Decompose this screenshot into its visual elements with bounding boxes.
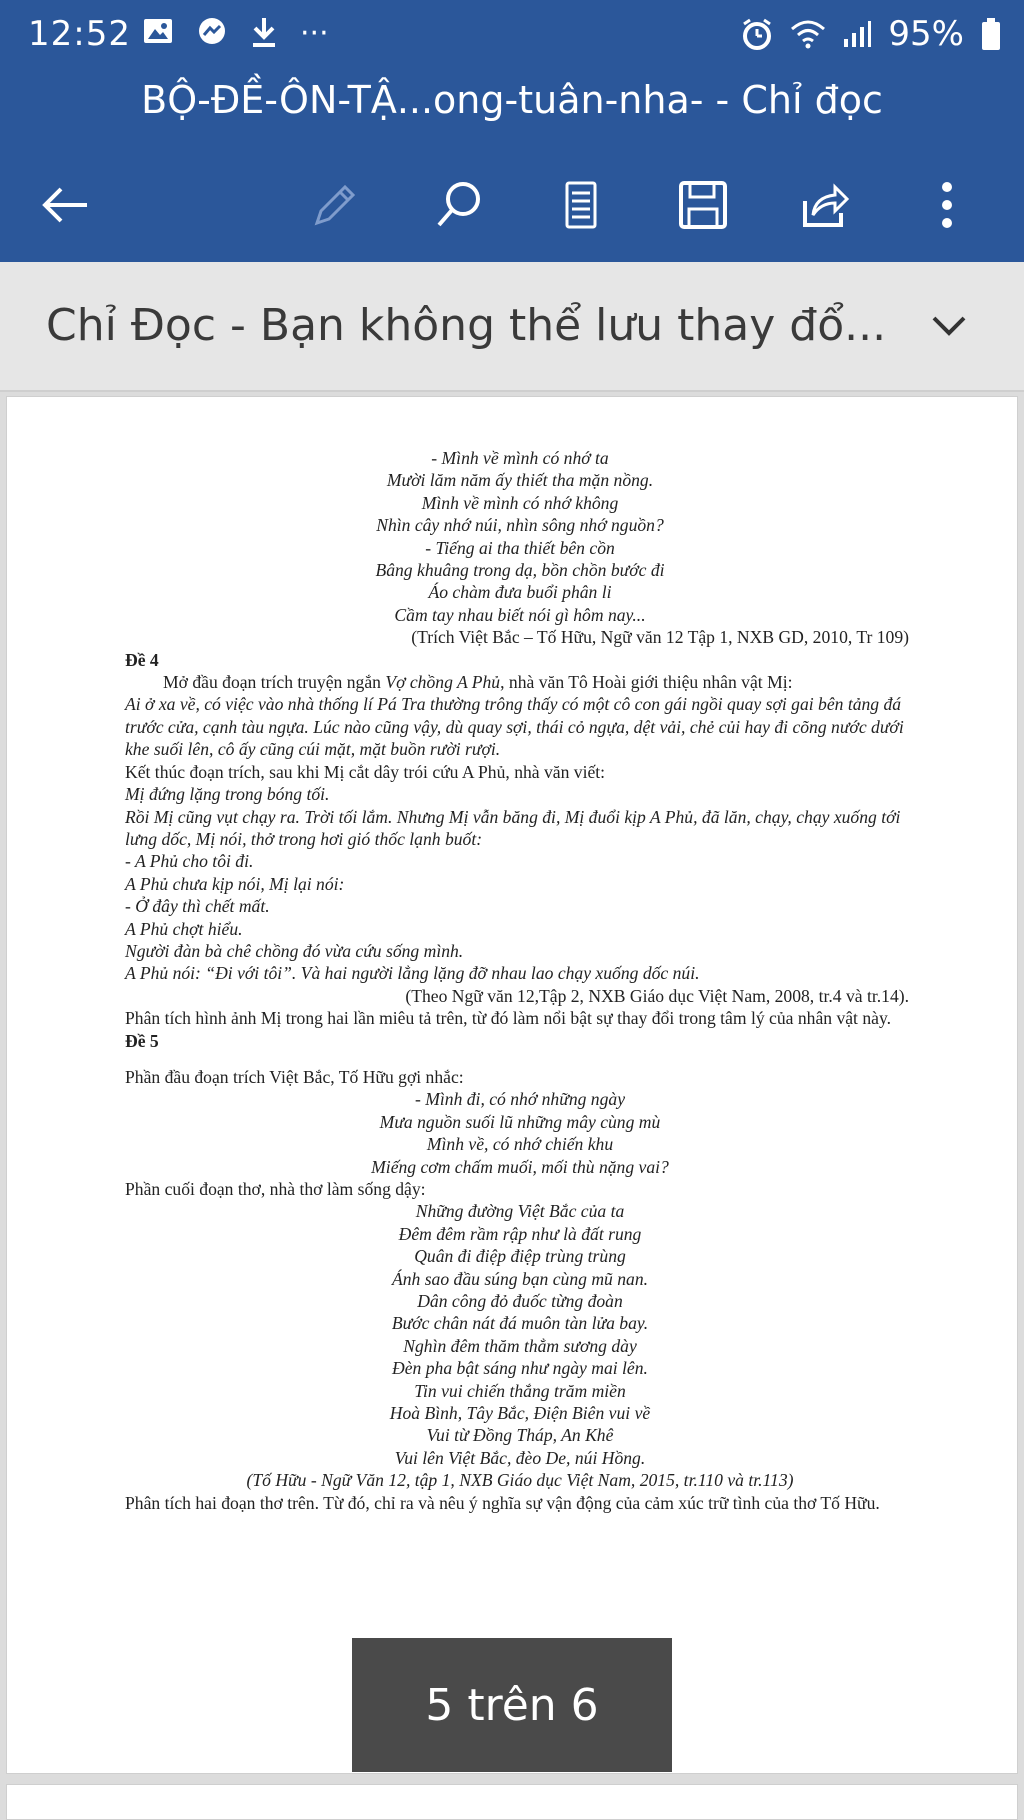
poem-line: - Mình về mình có nhớ ta xyxy=(431,448,609,468)
back-button[interactable] xyxy=(30,170,100,240)
document-title: BỘ-ĐỀ-ÔN-TẬ...ong-tuân-nha- - Chỉ đọc xyxy=(141,78,883,122)
save-button[interactable] xyxy=(668,170,738,240)
save-icon xyxy=(675,177,731,233)
poem-line: Hoà Bình, Tây Bắc, Điện Biên vui về xyxy=(389,1403,651,1424)
poem-2 xyxy=(125,1088,915,1178)
poem-line: Mình về, có nhớ chiến khu xyxy=(426,1134,614,1155)
poem-line: Bâng khuâng trong dạ, bồn chồn bước đi xyxy=(375,560,665,581)
document-body xyxy=(125,447,915,1514)
status-bar xyxy=(0,0,1024,76)
quote-line: A Phủ chợt hiểu. xyxy=(125,918,243,939)
alarm-icon xyxy=(740,17,774,51)
search-button[interactable] xyxy=(424,170,494,240)
poem-line: Vui từ Đồng Tháp, An Khê xyxy=(426,1425,614,1446)
quote-line: Người đàn bà chê chồng đó vừa cứu sống mình. xyxy=(125,940,464,961)
read-only-banner[interactable] xyxy=(0,262,1024,392)
quote-line: A Phủ nói: “Đi với tôi”. Và hai người lẳng lặng đỡ nhau lao chạy xuống dốc núi. xyxy=(125,963,700,984)
edit-button[interactable] xyxy=(300,170,370,240)
next-page-edge xyxy=(6,1784,1018,1820)
read-only-message: Chỉ Đọc - Bạn không thể lưu thay đổ... xyxy=(46,300,887,351)
poem-line: Nghìn đêm thăm thẳm sương dày xyxy=(403,1335,637,1356)
signal-icon xyxy=(842,19,872,49)
document-page[interactable] xyxy=(6,396,1018,1774)
poem-line: Bước chân nát đá muôn tàn lửa bay. xyxy=(391,1313,649,1334)
exercise-heading: Đề 5 xyxy=(125,1030,159,1051)
poem-line: Dân công đỏ đuốc từng đoàn xyxy=(417,1291,623,1312)
poem-1 xyxy=(125,447,915,626)
poem-3 xyxy=(125,1200,915,1469)
poem-line: Ánh sao đầu súng bạn cùng mũ nan. xyxy=(391,1268,649,1289)
task-paragraph: Phân tích hai đoạn thơ trên. Từ đó, chỉ ra và nêu ý nghĩa sự vận động của cảm xúc trữ tình của thơ Tố Hữu. xyxy=(125,1492,880,1513)
reading-view-button[interactable] xyxy=(546,170,616,240)
quote-line: Mị đứng lặng trong bóng tối. xyxy=(125,784,330,805)
share-button[interactable] xyxy=(790,170,860,240)
app-bar xyxy=(0,0,1024,262)
source-citation: (Tố Hữu - Ngữ Văn 12, tập 1, NXB Giáo dục Việt Nam, 2015, tr.110 và tr.113) xyxy=(246,1470,794,1491)
pencil-icon xyxy=(307,177,363,233)
image-notification-icon xyxy=(142,16,174,46)
wifi-icon xyxy=(790,19,826,49)
story-title: Vợ chồng A Phủ xyxy=(385,672,501,693)
page-counter: 5 trên 6 xyxy=(352,1638,672,1772)
more-notifications-icon: ··· xyxy=(300,16,329,51)
notification-icons xyxy=(142,16,329,51)
source-citation: (Theo Ngữ văn 12,Tập 2, NXB Giáo dục Việt Nam, 2008, tr.4 và tr.14). xyxy=(405,985,909,1006)
poem-line: - Tiếng ai tha thiết bên cồn xyxy=(425,537,615,558)
poem-line: Nhìn cây nhớ núi, nhìn sông nhớ nguồn? xyxy=(376,515,664,536)
poem-line: Vui lên Việt Bắc, đèo De, núi Hồng. xyxy=(394,1447,646,1468)
system-icons xyxy=(740,14,1002,54)
intro-text: Mở đầu đoạn trích truyện ngắn xyxy=(163,672,386,693)
poem-line: Áo chàm đưa buổi phân li xyxy=(428,582,612,603)
quote-line: Rồi Mị cũng vụt chạy ra. Trời tối lắm. Nhưng Mị vẫn băng đi, Mị đuổi kịp A Phủ, đã lăn, chạy, chạy xuống tới lưng dốc, Mị nói, thở trong hơi gió thốc lạnh buốt: xyxy=(125,806,901,849)
poem-line: Đèn pha bật sáng như ngày mai lên. xyxy=(392,1358,648,1379)
battery-icon xyxy=(980,17,1002,51)
battery-percent: 95% xyxy=(888,14,964,54)
exercise-heading: Đề 4 xyxy=(125,649,159,670)
more-vertical-icon xyxy=(919,177,975,233)
source-citation: (Trích Việt Bắc – Tố Hữu, Ngữ văn 12 Tập 1, NXB GD, 2010, Tr 109) xyxy=(411,627,909,648)
status-time: 12:52 xyxy=(28,14,131,54)
poem-line: Cầm tay nhau biết nói gì hôm nay... xyxy=(394,604,646,625)
quote-block xyxy=(125,783,915,985)
paragraph: Kết thúc đoạn trích, sau khi Mị cắt dây trói cứu A Phủ, nhà văn viết: xyxy=(125,761,606,782)
poem-line: Miếng cơm chấm muối, mối thù nặng vai? xyxy=(371,1156,669,1177)
quote-paragraph: Ai ở xa về, có việc vào nhà thống lí Pá Tra thường trông thấy có một cô con gái ngồi quay sợi gai bên tảng đá trước cửa, cạnh tàu ngựa. Lúc nào cũng vậy, dù quay sợi, thái cỏ ngựa, dệt vải, chẻ củi hay đi cõng nước dưới khe suối lên, cô ấy cũng cúi mặt, mặt buồn rười rượi. xyxy=(125,694,904,760)
messenger-icon xyxy=(196,16,228,48)
reading-view-icon xyxy=(553,177,609,233)
toolbar xyxy=(0,162,1024,252)
quote-line: - A Phủ cho tôi đi. xyxy=(125,851,254,872)
quote-line: - Ở đây thì chết mất. xyxy=(125,896,270,917)
task-paragraph: Phân tích hình ảnh Mị trong hai lần miêu tả trên, từ đó làm nổi bật sự thay đổi trong tâm lý của nhân vật này. xyxy=(125,1008,891,1029)
search-icon xyxy=(431,177,487,233)
back-arrow-icon xyxy=(37,177,93,233)
poem-line: Đêm đêm rầm rập như là đất rung xyxy=(398,1223,642,1244)
poem-line: Những đường Việt Bắc của ta xyxy=(415,1201,625,1222)
poem-line: Tin vui chiến thắng trăm miền xyxy=(414,1380,626,1401)
poem-line: Mưa nguồn suối lũ những mây cùng mù xyxy=(379,1111,661,1132)
download-icon xyxy=(250,16,278,48)
quote-line: A Phủ chưa kịp nói, Mị lại nói: xyxy=(125,873,345,894)
share-icon xyxy=(797,177,853,233)
intro-text: , nhà văn Tô Hoài giới thiệu nhân vật Mị: xyxy=(500,672,793,693)
poem-line: Quân đi điệp điệp trùng trùng xyxy=(414,1246,626,1267)
paragraph xyxy=(125,671,915,693)
paragraph: Phần cuối đoạn thơ, nhà thơ làm sống dậy: xyxy=(125,1179,426,1199)
poem-line: Mình về mình có nhớ không xyxy=(421,492,619,513)
paragraph: Phần đầu đoạn trích Việt Bắc, Tố Hữu gợi nhắc: xyxy=(125,1066,464,1087)
poem-line: Mười lăm năm ấy thiết tha mặn nồng. xyxy=(386,470,654,491)
more-options-button[interactable] xyxy=(912,170,982,240)
chevron-down-icon[interactable] xyxy=(926,302,972,348)
poem-line: - Mình đi, có nhớ những ngày xyxy=(414,1089,626,1110)
